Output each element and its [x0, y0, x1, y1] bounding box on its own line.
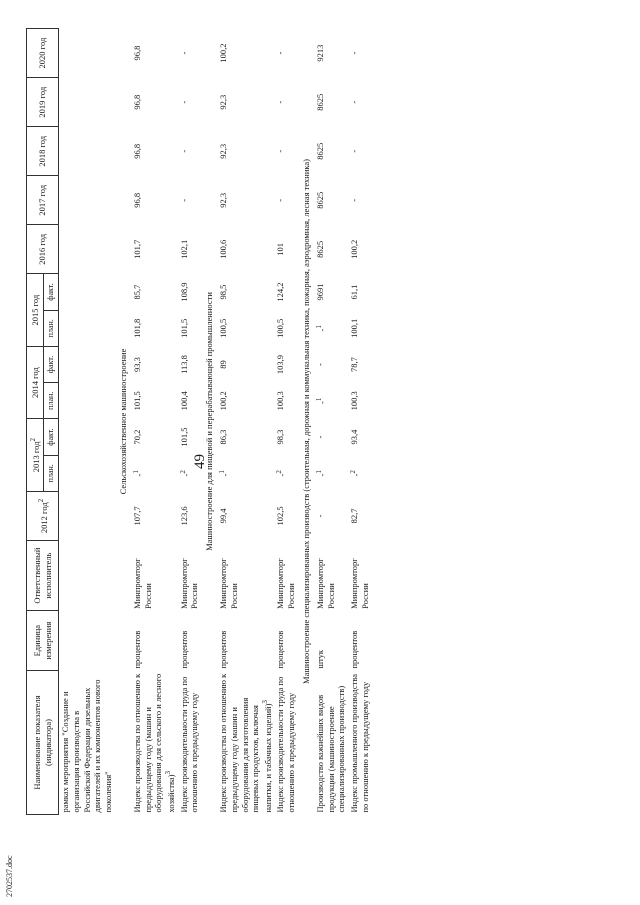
- indicator-name: Индекс производительности труда по отношению к предыдущему году: [275, 676, 296, 813]
- value-cell: 100,4: [178, 391, 189, 411]
- value-cell: 98,3: [275, 429, 286, 445]
- value-cell: 9691: [315, 283, 326, 301]
- value-cell: 96,8: [132, 45, 143, 61]
- value-cell: 70,2: [132, 429, 143, 445]
- unit-cell: процентов: [349, 630, 360, 669]
- value-cell: 8625: [315, 93, 326, 111]
- value-cell: 96,8: [132, 94, 143, 110]
- value-cell: 93,4: [349, 429, 360, 445]
- responsible-cell: Минпромторг России: [275, 558, 296, 609]
- value-cell: 108,9: [178, 282, 189, 302]
- responsible-cell: Минпромторг России: [349, 558, 370, 609]
- indicator-name: Индекс производства по отношению к предыдущему году (машин и оборудования для изготовления пищевых продуктов, включая напитки, и табачных изделий)$^3$: [218, 673, 273, 813]
- value-cell: 8625: [315, 142, 326, 160]
- table-row: [178, 29, 201, 815]
- value-cell: 100,2: [349, 239, 360, 259]
- plan-2015-header: план.: [44, 310, 59, 346]
- responsible-cell: Минпромторг России: [178, 558, 200, 609]
- value-cell: -: [315, 363, 326, 366]
- value-cell: 103,9: [275, 354, 286, 375]
- value-cell: 96,8: [132, 192, 143, 208]
- col-2016-header: 2016 год: [27, 225, 59, 274]
- value-cell: -: [315, 514, 326, 518]
- indicator-table: [26, 28, 371, 815]
- value-cell: -: [275, 100, 286, 104]
- value-cell: 102,5: [275, 506, 286, 526]
- unit-cell: процентов: [132, 630, 143, 669]
- col-responsible-header: Ответственный исполнитель: [27, 540, 59, 610]
- value-cell: -: [349, 100, 360, 104]
- col-2018-header: 2018 год: [27, 127, 59, 176]
- value-cell: 8625: [315, 191, 326, 209]
- value-cell: 92,3: [218, 192, 229, 208]
- value-cell: -: [178, 149, 189, 153]
- value-cell: 100,5: [218, 318, 229, 338]
- value-cell: 113,8: [178, 355, 189, 374]
- value-cell: 98,5: [218, 284, 229, 300]
- col-2015-header: 2015 год: [27, 274, 44, 347]
- page-number: 49: [192, 454, 208, 469]
- value-cell: -$^1$: [315, 325, 328, 332]
- value-cell: -: [349, 198, 360, 202]
- value-cell: -$^1$: [315, 470, 328, 477]
- value-cell: 124,2: [275, 282, 286, 302]
- value-cell: -$^2$: [178, 470, 191, 477]
- table-row: [131, 29, 177, 815]
- intro-text: рамках мероприятия "Создание и организация производства в Российской Федерации дизельных двигателей и их компонентов нового поколения": [60, 679, 113, 813]
- plan-2014-header: план.: [44, 383, 59, 419]
- table-row: [348, 29, 371, 815]
- plan-2013-header: план.: [44, 455, 59, 491]
- value-cell: 123,6: [178, 506, 189, 526]
- value-cell: 101,5: [178, 427, 189, 447]
- header-row: [27, 29, 44, 815]
- table-row: [217, 29, 274, 815]
- value-cell: 101,5: [132, 391, 143, 411]
- indicator-name: Индекс промышленного производства по отношению к предыдущему году: [349, 673, 370, 813]
- table-row: [314, 29, 348, 815]
- col-2012-header: 2012 год$^2$: [27, 491, 59, 540]
- value-cell: 107,7: [132, 506, 143, 526]
- responsible-cell: Минпромторг России: [132, 558, 153, 609]
- indicator-name: Индекс производства по отношению к предыдущему году (машин и оборудования для сельского и лесного хозяйства)$^3$: [132, 673, 176, 813]
- value-cell: -: [178, 51, 189, 55]
- value-cell: -$^1$: [218, 470, 231, 477]
- col-2020-header: 2020 год: [27, 29, 59, 78]
- value-cell: 100,2: [218, 391, 229, 411]
- value-cell: 100,5: [275, 318, 286, 338]
- col-2017-header: 2017 год: [27, 176, 59, 225]
- value-cell: 101,8: [132, 318, 143, 338]
- value-cell: 78,7: [349, 357, 360, 372]
- value-cell: 89: [218, 360, 229, 369]
- fact-2015-header: факт.: [44, 274, 59, 310]
- value-cell: -: [349, 51, 360, 55]
- fact-2014-header: факт.: [44, 346, 59, 382]
- value-cell: -$^2$: [349, 470, 361, 477]
- value-cell: 102,1: [178, 239, 189, 259]
- table-row: [274, 29, 297, 815]
- value-cell: 100,6: [218, 239, 229, 259]
- value-cell: 100,3: [349, 391, 360, 411]
- unit-cell: процентов: [218, 630, 229, 669]
- section-title: Машиностроение для пищевой и перерабатывающей промышленности: [203, 292, 214, 551]
- table-body: [59, 29, 371, 815]
- responsible-cell: Минпромторг России: [315, 558, 336, 609]
- intro-row: [59, 29, 115, 815]
- value-cell: 82,7: [349, 508, 360, 524]
- value-cell: 92,3: [218, 143, 229, 159]
- value-cell: 100,2: [218, 43, 229, 63]
- document-filename: 2702537.doc: [5, 855, 14, 897]
- value-cell: 93,3: [132, 357, 143, 372]
- section-row: [298, 29, 315, 815]
- section-title: Сельскохозяйственное машиностроение: [117, 348, 128, 495]
- section-title: Машиностроение специализированных производств (строительная, дорожная и коммунальная техника, пожарная, аэродромная, лесная техника): [300, 159, 311, 684]
- value-cell: -: [275, 149, 286, 153]
- value-cell: 100,1: [349, 318, 360, 338]
- value-cell: 96,8: [132, 143, 143, 159]
- value-cell: 92,3: [218, 94, 229, 110]
- value-cell: 86,3: [218, 429, 229, 445]
- col-name-header: Наименование показателя (индикатора): [27, 671, 59, 815]
- unit-cell: процентов: [275, 630, 286, 669]
- col-2019-header: 2019 год: [27, 78, 59, 127]
- value-cell: -$^1$: [132, 470, 145, 477]
- value-cell: -: [315, 435, 326, 439]
- value-cell: 9213: [315, 44, 326, 62]
- value-cell: 61,1: [349, 284, 360, 300]
- value-cell: 85,7: [132, 284, 143, 300]
- indicator-name: Индекс производительности труда по отношению к предыдущему году: [178, 676, 200, 813]
- col-unit-header: Единица измерения: [27, 611, 59, 671]
- col-2014-header: 2014 год: [27, 346, 44, 419]
- value-cell: -: [349, 149, 360, 153]
- indicator-name: Производство важнейших видов продукции (машиностроение специализированных производств): [315, 685, 347, 813]
- col-2013-header: 2013 год$^2$: [27, 419, 44, 492]
- value-cell: -$^2$: [275, 470, 288, 477]
- unit-cell: процентов: [178, 630, 189, 669]
- value-cell: -: [178, 198, 189, 202]
- value-cell: 101,5: [178, 318, 189, 338]
- value-cell: -: [275, 51, 286, 55]
- value-cell: 101,7: [132, 239, 143, 259]
- section-row: [201, 29, 218, 815]
- value-cell: 100,3: [275, 391, 286, 411]
- unit-cell: штук: [315, 650, 326, 669]
- value-cell: 99,4: [218, 508, 229, 524]
- value-cell: 8625: [315, 240, 326, 258]
- value-cell: 101: [275, 242, 286, 256]
- value-cell: -: [178, 100, 189, 104]
- fact-2013-header: факт.: [44, 419, 59, 455]
- section-row: [115, 29, 132, 815]
- value-cell: -$^1$: [315, 397, 328, 404]
- responsible-cell: Минпромторг России: [218, 558, 240, 609]
- value-cell: -: [275, 198, 286, 202]
